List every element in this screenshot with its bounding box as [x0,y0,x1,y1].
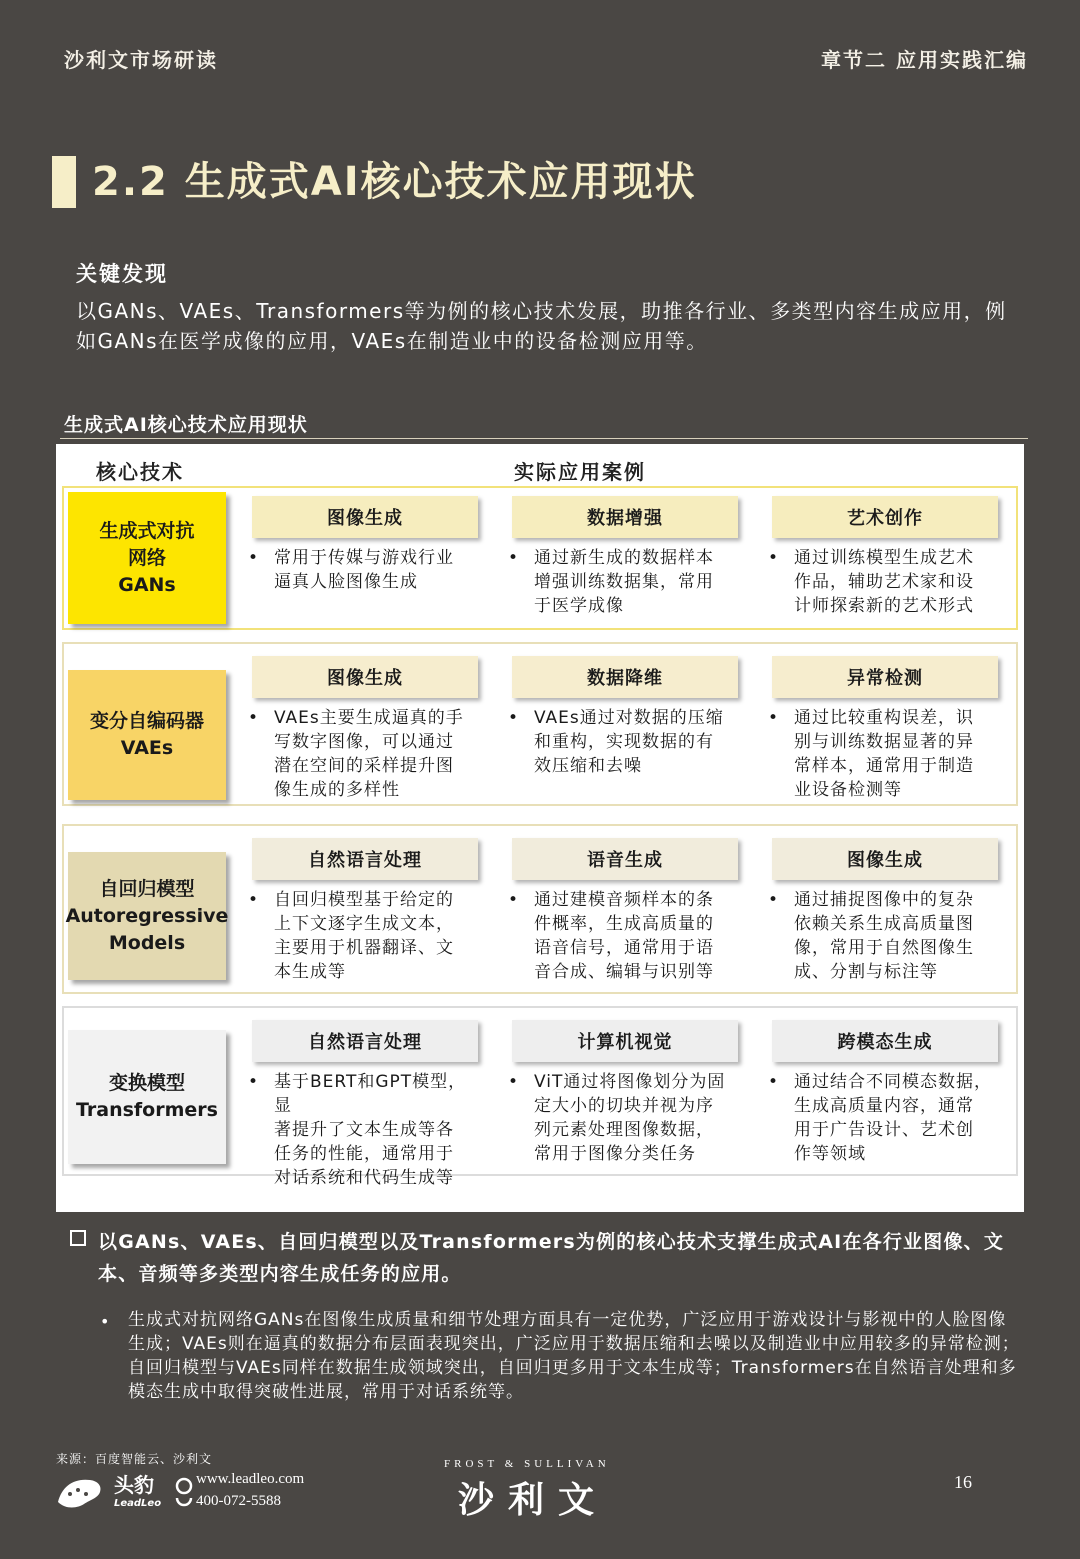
website-link[interactable]: www.leadleo.com [196,1471,305,1487]
case-description-line: 别与训练数据显著的异 [794,732,974,752]
case-description-line: 常用于图像分类任务 [534,1144,696,1164]
case-description-line: 生成高质量内容，通常 [794,1096,974,1116]
case-description-line: 计师探索新的艺术形式 [794,596,974,616]
core-tech-label: 生成式对抗 [99,519,195,542]
case-description-line: 潜在空间的采样提升图 [274,756,454,776]
case-bullet: • [768,708,780,728]
case-description-line: 件概率，生成高质量的 [534,914,714,934]
frost-sullivan-cn-logo: 沙利文 [458,1480,609,1521]
core-tech-label: 变分自编码器 [89,710,204,732]
case-description-line: 通过结合不同模态数据， [794,1072,992,1092]
summary-checkbox-icon [70,1230,86,1246]
case-heading: 数据增强 [512,496,738,538]
core-tech-label: GANs [118,573,176,596]
case-bullet: • [768,548,780,568]
key-findings-body: 以GANs、VAEs、Transformers等为例的核心技术发展，助推各行业、多类型内容生成应用，例如GANs在医学成像的应用，VAEs在制造业中的设备检测应用等。 [76,299,1007,353]
phone-number: 400-072-5588 [196,1493,281,1509]
page-title: 2.2 生成式AI核心技术应用现状 [92,159,697,205]
tech-row [62,824,1018,994]
case-bullet: • [508,890,520,910]
case-description-line: 写数字图像，可以通过 [274,732,454,752]
tech-row [62,642,1018,806]
case-description-line: 语音信号，通常用于语 [534,938,714,958]
case-heading: 图像生成 [772,838,998,880]
case-description [504,546,740,618]
tech-row [62,1006,1018,1188]
case-heading: 计算机视觉 [512,1020,738,1062]
case-description-line: 于医学成像 [534,596,624,616]
case-description [764,888,1000,984]
case-description-line: 和重构，实现数据的有 [534,732,714,752]
case-description-line: 增强训练数据集，常用 [534,572,714,592]
case-description-line: 通过捕捉图像中的复杂 [794,890,974,910]
case-description-line: 任务的性能，通常用于 [274,1144,454,1164]
case-heading: 图像生成 [252,496,478,538]
case-description-line: 通过新生成的数据样本 [534,548,714,568]
case-heading: 语音生成 [512,838,738,880]
case-description [244,1070,480,1190]
title-accent-bar [52,156,76,208]
case-bullet: • [508,708,520,728]
case-description [504,888,740,984]
case-bullet: • [248,890,260,910]
core-tech-label: Transformers [76,1099,218,1121]
case-heading: 异常检测 [772,656,998,698]
case-description-line: 依赖关系生成高质量图 [794,914,974,934]
frost-sullivan-wordmark: FROST & SULLIVAN [444,1458,610,1470]
figure-title: 生成式AI核心技术应用现状 [64,414,308,436]
case-description-line: 基于BERT和GPT模型，显 [274,1072,467,1116]
case-description [764,1070,1000,1166]
case-description [764,706,1000,802]
header-right: 章节二 应用实践汇编 [821,48,1028,72]
case-description-line: 用于广告设计、艺术创 [794,1120,974,1140]
case-description-line: 通过建模音频样本的条 [534,890,714,910]
case-bullet: • [508,548,520,568]
case-description-line: 作等领域 [794,1144,866,1164]
leadleo-e-icon [177,1479,191,1493]
case-heading: 艺术创作 [772,496,998,538]
case-bullet: • [508,1072,520,1092]
case-description-line: 自回归模型基于给定的 [274,890,454,910]
core-tech-label: 网络 [127,546,166,569]
case-bullet: • [248,708,260,728]
core-tech-box [68,492,226,624]
source-note: 来源：百度智能云、沙利文 [56,1452,213,1466]
case-description [504,1070,740,1166]
summary-detail: 生成式对抗网络GANs在图像生成质量和细节处理方面具有一定优势，广泛应用于游戏设计与影视中的人脸图像生成；VAEs则在逼真的数据分布层面表现突出，广泛应用于数据压缩和去噪以及制造业中应用较多的异常检测；自回归模型与VAEs同样在数据生成领域突出，自回归更多用于文本生成等；Transformers在自然语言处理和多模态生成中取得突破性进展，常用于对话系统等。 [128,1310,1020,1402]
case-description-line: 逼真人脸图像生成 [274,572,418,592]
case-heading: 数据降维 [512,656,738,698]
summary-bullet: • [100,1312,110,1331]
case-description-line: 对话系统和代码生成等 [274,1168,454,1188]
case-description-line: 通过训练模型生成艺术 [794,548,974,568]
case-heading: 自然语言处理 [252,838,478,880]
case-description-line: 主要用于机器翻译、文 [274,938,454,958]
case-description-line: VAEs通过对数据的压缩 [534,708,724,728]
case-description-line: 列元素处理图像数据， [534,1120,714,1140]
case-description-line: ViT通过将图像划分为固 [534,1072,726,1092]
case-description-line: 业设备检测等 [794,780,902,800]
case-heading: 图像生成 [252,656,478,698]
header-left: 沙利文市场研读 [64,48,218,72]
column-header-core: 核心技术 [96,460,184,484]
case-description-line: 常样本，通常用于制造 [794,756,974,776]
case-description-line: 像生成的多样性 [274,780,400,800]
case-bullet: • [768,890,780,910]
case-description [764,546,1000,618]
column-header-cases: 实际应用案例 [514,460,646,484]
core-tech-label: Models [108,931,186,954]
case-heading: 跨模态生成 [772,1020,998,1062]
core-tech-label: Autoregressive [65,904,229,927]
tech-row [62,486,1018,630]
leadleo-logo [56,1468,194,1512]
key-findings-label: 关键发现 [76,262,168,286]
case-description [244,888,480,984]
case-description [504,706,740,778]
case-heading: 自然语言处理 [252,1020,478,1062]
core-tech-box [65,852,229,980]
leopard-icon [58,1480,101,1508]
case-bullet: • [768,1072,780,1092]
leadleo-cn: 头豹 [114,1473,154,1497]
case-description-line: 常用于传媒与游戏行业 [274,548,454,568]
core-tech-label: 自回归模型 [99,877,195,900]
contact-block [196,1468,304,1512]
case-description-line: 本生成等 [274,962,346,982]
case-description [244,546,480,594]
case-description-line: 音合成、编辑与识别等 [534,962,714,982]
case-bullet: • [248,1072,260,1092]
case-description-line: 作品，辅助艺术家和设 [794,572,974,592]
core-tech-label: VAEs [120,737,174,759]
core-tech-label: 变换模型 [108,1072,185,1094]
figure-panel [56,444,1024,1212]
case-description-line: 著提升了文本生成等各 [274,1120,454,1140]
case-bullet: • [248,548,260,568]
case-description-line: 上下文逐字生成文本， [274,914,454,934]
case-description [244,706,480,802]
case-description-line: 定大小的切块并视为序 [534,1096,714,1116]
case-description-line: 通过比较重构误差，识 [794,708,974,728]
core-tech-box [68,670,226,800]
leadleo-en: LeadLeo [114,1498,162,1509]
case-description-line: 效压缩和去噪 [534,756,642,776]
case-description-line: 像，常用于自然图像生 [794,938,974,958]
page-number: 16 [954,1472,972,1492]
summary-main: 以GANs、VAEs、自回归模型以及Transformers为例的核心技术支撑生成式AI在各行业图像、文本、音频等多类型内容生成任务的应用。 [98,1231,1005,1285]
figure-title-underline [60,438,1028,439]
case-description-line: VAEs主要生成逼真的手 [274,708,464,728]
core-tech-box [68,1030,226,1164]
case-description-line: 成、分割与标注等 [794,962,938,982]
